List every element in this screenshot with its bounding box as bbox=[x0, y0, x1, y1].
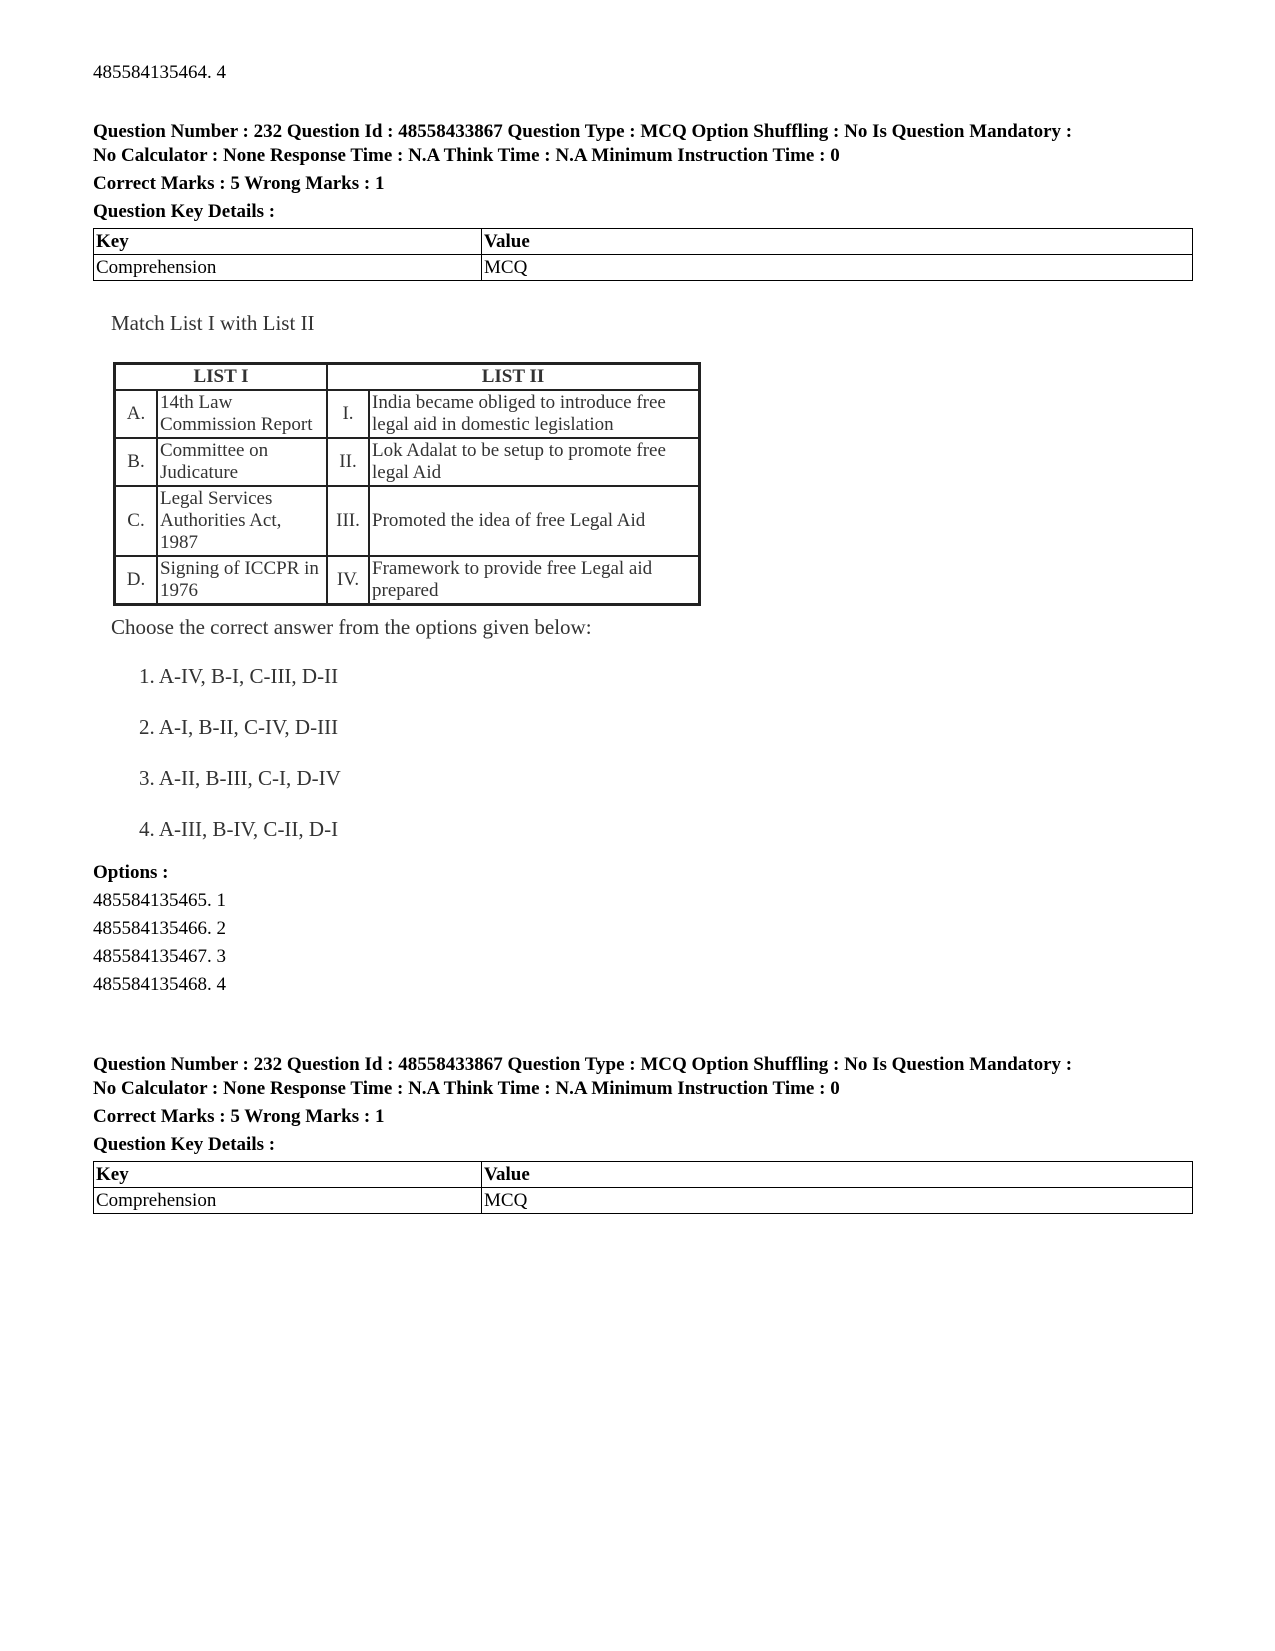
table-cell-value: MCQ bbox=[482, 1188, 1193, 1214]
table-row bbox=[115, 390, 700, 438]
list-one-item: Committee on Judicature bbox=[157, 438, 327, 486]
row-numeral: I. bbox=[327, 390, 369, 438]
row-numeral: II. bbox=[327, 438, 369, 486]
options-label: Options : bbox=[93, 862, 169, 883]
list-two-item: Lok Adalat to be setup to promote free legal Aid bbox=[369, 438, 700, 486]
table-row bbox=[115, 556, 700, 604]
table-header-value: Value bbox=[482, 1162, 1193, 1188]
table-cell-key: Comprehension bbox=[94, 255, 482, 281]
list-two-item: Promoted the idea of free Legal Aid bbox=[369, 486, 700, 556]
key-details-label: Question Key Details : bbox=[93, 201, 276, 222]
table-row bbox=[94, 229, 1193, 255]
marks-line: Correct Marks : 5 Wrong Marks : 1 bbox=[93, 1106, 385, 1127]
table-header-key: Key bbox=[94, 229, 482, 255]
question-header-line-1: Question Number : 232 Question Id : 48558433867 Question Type : MCQ Option Shuffling : No Is Question Mandatory : bbox=[93, 121, 1073, 142]
option-row: 485584135465. 1 bbox=[93, 890, 226, 911]
table-row bbox=[94, 1162, 1193, 1188]
match-lists-table bbox=[113, 362, 701, 606]
list-one-item: Signing of ICCPR in 1976 bbox=[157, 556, 327, 604]
table-header-value: Value bbox=[482, 229, 1193, 255]
option-row: 485584135466. 2 bbox=[93, 918, 226, 939]
question-instruction: Match List I with List II bbox=[111, 311, 315, 335]
table-row bbox=[94, 1188, 1193, 1214]
question-header-block bbox=[93, 120, 1193, 281]
table-cell-value: MCQ bbox=[482, 255, 1193, 281]
list-two-item: India became obliged to introduce free legal aid in domestic legislation bbox=[369, 390, 700, 438]
answer-choice-4: 4. A-III, B-IV, C-II, D-I bbox=[139, 817, 339, 841]
table-row bbox=[115, 486, 700, 556]
table-row bbox=[115, 438, 700, 486]
table-header-key: Key bbox=[94, 1162, 482, 1188]
table-row bbox=[115, 364, 700, 391]
row-label: B. bbox=[115, 438, 158, 486]
previous-option: 485584135464. 4 bbox=[93, 62, 226, 83]
option-row: 485584135467. 3 bbox=[93, 946, 226, 967]
key-details-table bbox=[93, 1161, 1193, 1214]
option-row: 485584135468. 4 bbox=[93, 974, 226, 995]
key-details-label: Question Key Details : bbox=[93, 1134, 276, 1155]
row-numeral: IV. bbox=[327, 556, 369, 604]
question-header-line-1: Question Number : 232 Question Id : 48558433867 Question Type : MCQ Option Shuffling : No Is Question Mandatory : bbox=[93, 1054, 1073, 1075]
answer-choice-2: 2. A-I, B-II, C-IV, D-III bbox=[139, 715, 339, 739]
row-label: D. bbox=[115, 556, 158, 604]
list-one-item: 14th Law Commission Report bbox=[157, 390, 327, 438]
list-two-item: Framework to provide free Legal aid prepared bbox=[369, 556, 700, 604]
question-image bbox=[93, 308, 733, 888]
choose-instruction: Choose the correct answer from the options given below: bbox=[111, 615, 592, 639]
table-row bbox=[94, 255, 1193, 281]
row-label: C. bbox=[115, 486, 158, 556]
answer-choice-3: 3. A-II, B-III, C-I, D-IV bbox=[139, 766, 341, 790]
question-header-line-2: No Calculator : None Response Time : N.A Think Time : N.A Minimum Instruction Time : 0 bbox=[93, 1078, 840, 1099]
key-details-table bbox=[93, 228, 1193, 281]
row-label: A. bbox=[115, 390, 158, 438]
question-header-block bbox=[93, 1053, 1193, 1214]
question-header-line-2: No Calculator : None Response Time : N.A Think Time : N.A Minimum Instruction Time : 0 bbox=[93, 145, 840, 166]
marks-line: Correct Marks : 5 Wrong Marks : 1 bbox=[93, 173, 385, 194]
table-cell-key: Comprehension bbox=[94, 1188, 482, 1214]
list-two-header: LIST II bbox=[327, 364, 700, 391]
row-numeral: III. bbox=[327, 486, 369, 556]
list-one-header: LIST I bbox=[115, 364, 328, 391]
list-one-item: Legal Services Authorities Act, 1987 bbox=[157, 486, 327, 556]
answer-choice-1: 1. A-IV, B-I, C-III, D-II bbox=[139, 664, 339, 688]
